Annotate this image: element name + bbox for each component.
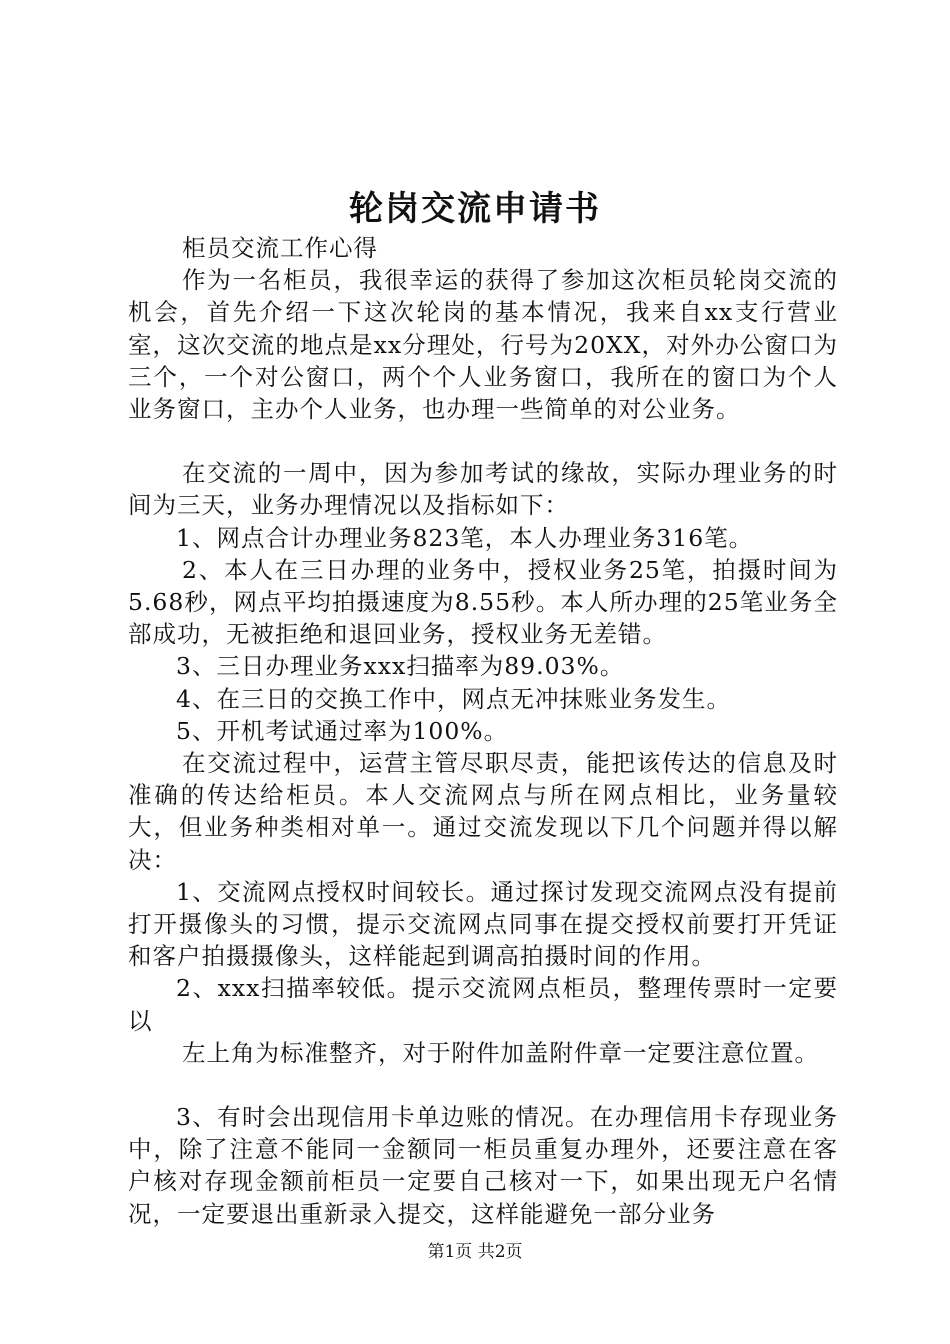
page-footer: 第1页 共2页 — [427, 1242, 523, 1262]
list-item-issue-2: 2、xxx扫描率较低。提示交流网点柜员，整理传票时一定要以 — [128, 974, 838, 1035]
paragraph-process: 在交流过程中，运营主管尽职尽责，能把该传达的信息及时准确的传达给柜员。本人交流网点与所在网点相比，业务量较大，但业务种类相对单一。通过交流发现以下几个问题并得以解决： — [128, 749, 838, 874]
list-item-indicator-1: 1、网点合计办理业务823笔，本人办理业务316笔。 — [176, 523, 754, 552]
paragraph-spacer — [128, 1069, 838, 1101]
paragraph-issue-2-continued: 左上角为标准整齐，对于附件加盖附件章一定要注意位置。 — [182, 1038, 819, 1067]
list-item-indicator-2: 2、本人在三日办理的业务中，授权业务25笔，拍摄时间为5.68秒，网点平均拍摄速度为8.55秒。本人所办理的25笔业务全部成功，无被拒绝和退回业务，授权业务无差错。 — [128, 555, 838, 649]
paragraph-subtitle: 柜员交流工作心得 — [182, 234, 378, 262]
list-item-indicator-3: 3、三日办理业务xxx扫描率为89.03%。 — [176, 652, 625, 681]
list-item-indicator-5: 5、开机考试通过率为100%。 — [176, 716, 509, 745]
list-item-issue-3: 3、有时会出现信用卡单边账的情况。在办理信用卡存现业务中，除了注意不能同一金额同一柜员重复办理外，还要注意在客户核对存现金额前柜员一定要自己核对一下，如果出现无户名情况，一定要退出重新录入提交，这样能避免一部分业务 — [128, 1103, 838, 1228]
list-item-indicator-4: 4、在三日的交换工作中，网点无冲抹账业务发生。 — [176, 684, 731, 713]
paragraph-week-summary: 在交流的一周中，因为参加考试的缘故，实际办理业务的时间为三天，业务办理情况以及指标如下： — [128, 459, 838, 520]
list-item-issue-1: 1、交流网点授权时间较长。通过探讨发现交流网点没有提前打开摄像头的习惯，提示交流网点同事在提交授权前要打开凭证和客户拍摄摄像头，这样能起到调高拍摄时间的作用。 — [128, 877, 838, 971]
paragraph-intro: 作为一名柜员，我很幸运的获得了参加这次柜员轮岗交流的机会，首先介绍一下这次轮岗的基本情况，我来自xx支行营业室，这次交流的地点是xx分理处，行号为20XX，对外办公窗口为三个，一个对公窗口，两个个人业务窗口，我所在的窗口为个人业务窗口，主办个人业务，也办理一些简单的对公业务。 — [128, 266, 838, 424]
document-body — [128, 232, 838, 1230]
page-title: 轮岗交流申请书 — [349, 189, 601, 229]
paragraph-spacer — [128, 425, 838, 457]
